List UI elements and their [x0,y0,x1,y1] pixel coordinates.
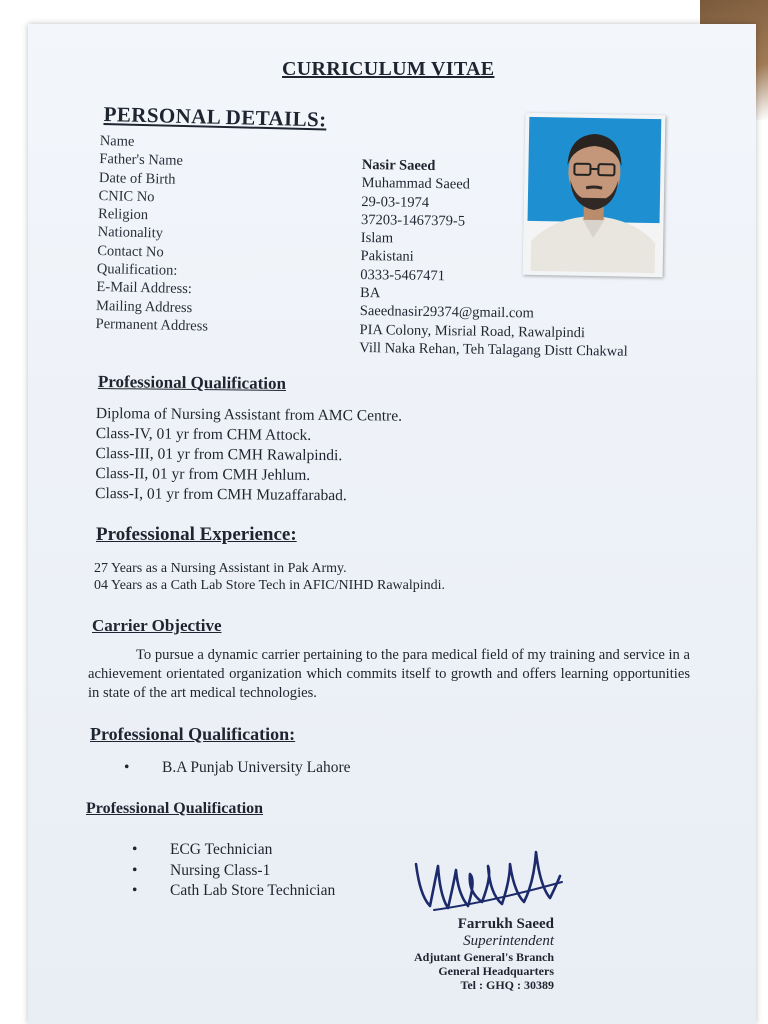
signatory-hq: General Headquarters [438,964,554,978]
professional-qualification-heading-2: Professional Qualification: [90,724,296,744]
value-dob: 29-03-1974 [361,193,430,211]
qualification-line: Class-IV, 01 yr from CHM Attock. [95,424,312,444]
professional-qualification-list-3 [124,840,335,902]
personal-details-heading: PERSONAL DETAILS: [103,102,327,132]
professional-qualification-heading-3: Professional Qualification [86,800,264,817]
label-name: Name [99,132,135,150]
list-item [124,861,335,882]
carrier-objective-heading: Carrier Objective [92,616,222,635]
professional-qualification-heading-1: Professional Qualification [97,372,287,393]
value-contact: 0333-5467471 [360,266,446,284]
bullet-icon: • [124,759,130,776]
value-religion: Islam [360,230,394,247]
label-permanent-address: Permanent Address [95,315,209,335]
label-mailing-address: Mailing Address [95,297,193,316]
label-fathers-name: Father's Name [99,151,184,170]
value-mailing-address: PIA Colony, Misrial Road, Rawalpindi [359,321,586,341]
signatory-name: Farrukh Saeed [457,916,554,932]
bullet-icon: • [132,882,138,899]
cv-document [28,24,756,1024]
list-item [124,840,335,861]
profile-photo [523,113,666,277]
label-contact: Contact No [97,242,164,261]
signatory-org: Adjutant General's Branch [413,950,554,964]
label-dob: Date of Birth [98,169,176,188]
experience-line: 04 Years as a Cath Lab Store Tech in AFIC/NIHD Rawalpindi. [94,578,446,593]
signature [410,836,570,921]
value-name: Nasir Saeed [361,156,436,175]
value-fathers-name: Muhammad Saeed [361,175,471,193]
value-qualification: BA [359,285,381,302]
label-nationality: Nationality [97,224,164,242]
label-cnic: CNIC No [98,187,155,206]
label-email: E-Mail Address: [96,279,193,298]
signatory-title: Superintendent [463,933,554,949]
list-item-text: Cath Lab Store Technician [170,882,336,899]
list-item-text: ECG Technician [170,841,273,858]
professional-experience-heading: Professional Experience: [96,524,297,545]
carrier-objective-text [88,646,690,703]
list-item-text: Nursing Class-1 [170,861,271,879]
list-item [116,758,351,779]
qualification-line: Class-II, 01 yr from CMH Jehlum. [95,464,311,484]
experience-line: 27 Years as a Nursing Assistant in Pak Army. [94,561,347,576]
carrier-objective-body: To pursue a dynamic carrier pertaining to the para medical field of my training and service in a achievement orientated organization which commits itself to growth and offers learning opportunities in state of the art medical technologies. [88,647,690,701]
qualification-line: Class-III, 01 yr from CMH Rawalpindi. [95,444,343,465]
label-religion: Religion [97,206,149,224]
value-permanent-address: Vill Naka Rehan, Teh Talagang Distt Chakwal [359,339,628,360]
professional-experience-list [94,560,445,594]
document-title: CURRICULUM VITAE [282,58,495,80]
qualification-line: Class-I, 01 yr from CMH Muzaffarabad. [95,484,347,505]
personal-labels [95,132,212,336]
qualification-line: Diploma of Nursing Assistant from AMC Centre. [95,404,403,425]
official-stamp [358,916,554,992]
bullet-icon: • [132,861,138,879]
value-cnic: 37203-1467379-5 [360,211,466,230]
bullet-icon: • [132,841,138,858]
list-item [124,881,335,902]
professional-qualification-list-1 [95,404,402,507]
label-qualification: Qualification: [96,261,178,279]
signature-mark [410,836,570,916]
value-email: Saeednasir29374@gmail.com [359,303,534,322]
professional-qualification-list-2 [116,758,351,779]
list-item-text: B.A Punjab University Lahore [162,759,351,776]
value-nationality: Pakistani [360,248,414,266]
signatory-tel: Tel : GHQ : 30389 [460,978,554,992]
